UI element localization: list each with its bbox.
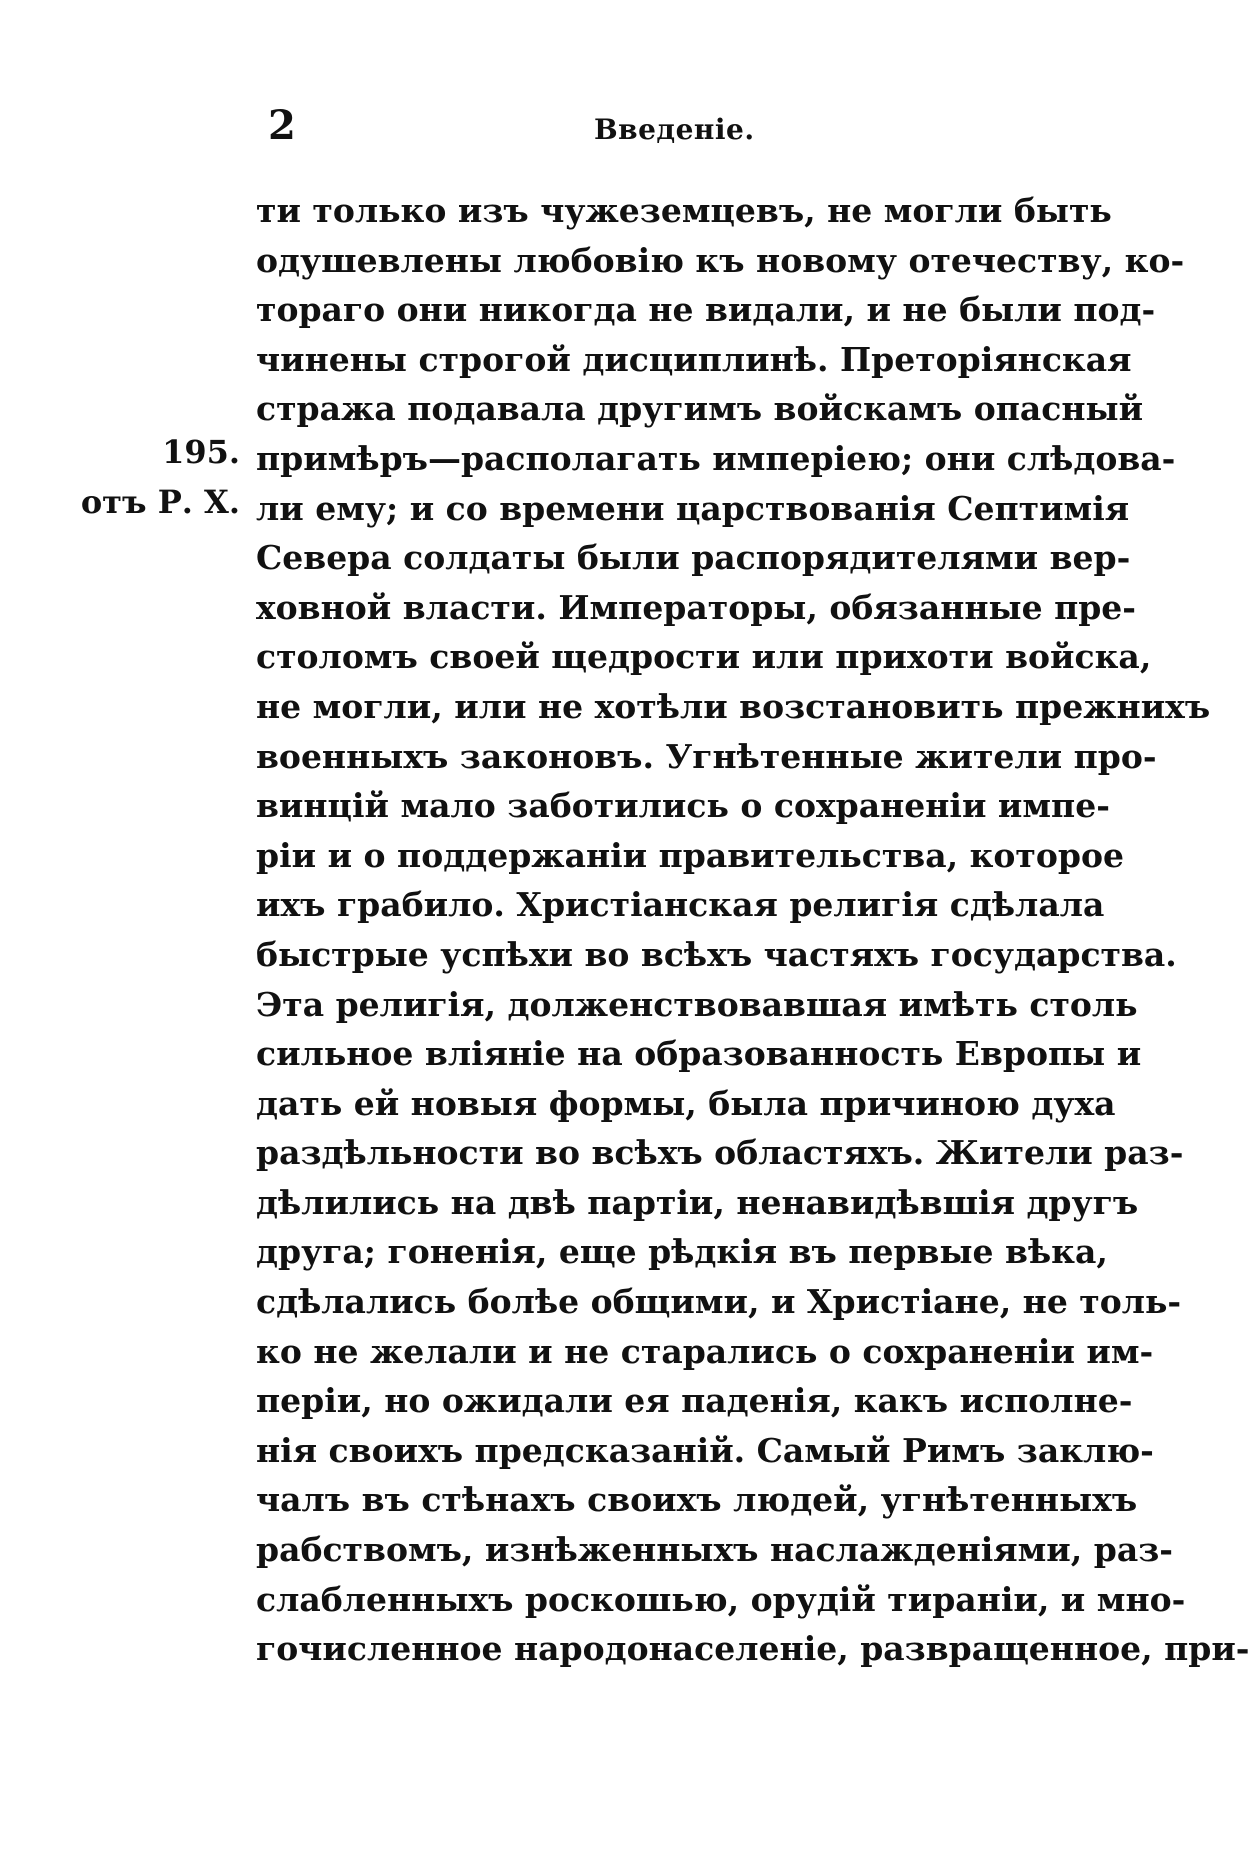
text-line: ріи и о поддержаніи правительства, которое <box>256 835 1124 875</box>
text-line: ихъ грабило. Христіанская религія сдѣлала <box>256 885 1105 925</box>
text-line: не могли, или не хотѣли возстановить прежнихъ <box>256 686 1211 726</box>
text-line: ли ему; и со времени царствованія Септимія <box>256 488 1130 528</box>
text-line: Эта религія, долженствовавшая имѣть столь <box>256 984 1138 1024</box>
margin-note-year: 195. <box>162 433 240 471</box>
text-line: гочисленное народонаселеніе, развращенное, при- <box>256 1629 1250 1669</box>
text-line: нія своихъ предсказаній. Самый Римъ заклю- <box>256 1430 1154 1470</box>
body-text <box>256 186 1250 1674</box>
text-line: быстрые успѣхи во всѣхъ частяхъ государства. <box>256 934 1177 974</box>
text-line: ховной власти. Императоры, обязанные пре- <box>256 587 1136 627</box>
text-line: сдѣлались болѣе общими, и Христіане, не толь- <box>256 1282 1182 1322</box>
text-line: слабленныхъ роскошью, орудій тираніи, и мно- <box>256 1579 1186 1619</box>
text-line: чинены строгой дисциплинѣ. Преторіянская <box>256 339 1132 379</box>
running-title: Введеніе. <box>594 113 755 146</box>
margin-note-era: отъ Р. Х. <box>80 483 240 521</box>
text-line: столомъ своей щедрости или прихоти войска, <box>256 637 1152 677</box>
text-line: примѣръ—располагать имперіею; они слѣдова- <box>256 438 1176 478</box>
page-number: 2 <box>268 102 296 149</box>
text-line: рабствомъ, изнѣженныхъ наслажденіями, раз- <box>256 1530 1173 1570</box>
text-line: одушевлены любовію къ новому отечеству, ко- <box>256 240 1185 280</box>
page-header <box>268 96 1050 156</box>
text-line: тораго они никогда не видали, и не были под- <box>256 290 1156 330</box>
text-line: винцій мало заботились о сохраненіи импе- <box>256 786 1110 826</box>
text-line: ко не желали и не старались о сохраненіи им- <box>256 1331 1154 1371</box>
text-line: ти только изъ чужеземцевъ, не могли быть <box>256 191 1112 230</box>
text-line: Севера солдаты были распорядителями вер- <box>256 538 1131 578</box>
text-line: военныхъ законовъ. Угнѣтенные жители про- <box>256 736 1157 776</box>
text-line: стража подавала другимъ войскамъ опасный <box>256 389 1144 429</box>
text-line: чалъ въ стѣнахъ своихъ людей, угнѣтенныхъ <box>256 1480 1138 1520</box>
text-line: дѣлились на двѣ партіи, ненавидѣвшія другъ <box>256 1182 1139 1222</box>
text-line: періи, но ожидали ея паденія, какъ исполне- <box>256 1381 1133 1421</box>
text-line: сильное вліяніе на образованность Европы и <box>256 1034 1142 1074</box>
text-line: дать ей новыя формы, была причиною духа <box>256 1083 1116 1123</box>
text-line: раздѣльности во всѣхъ областяхъ. Жители раз- <box>256 1133 1184 1173</box>
text-line: друга; гоненія, еще рѣдкія въ первые вѣка, <box>256 1232 1108 1272</box>
